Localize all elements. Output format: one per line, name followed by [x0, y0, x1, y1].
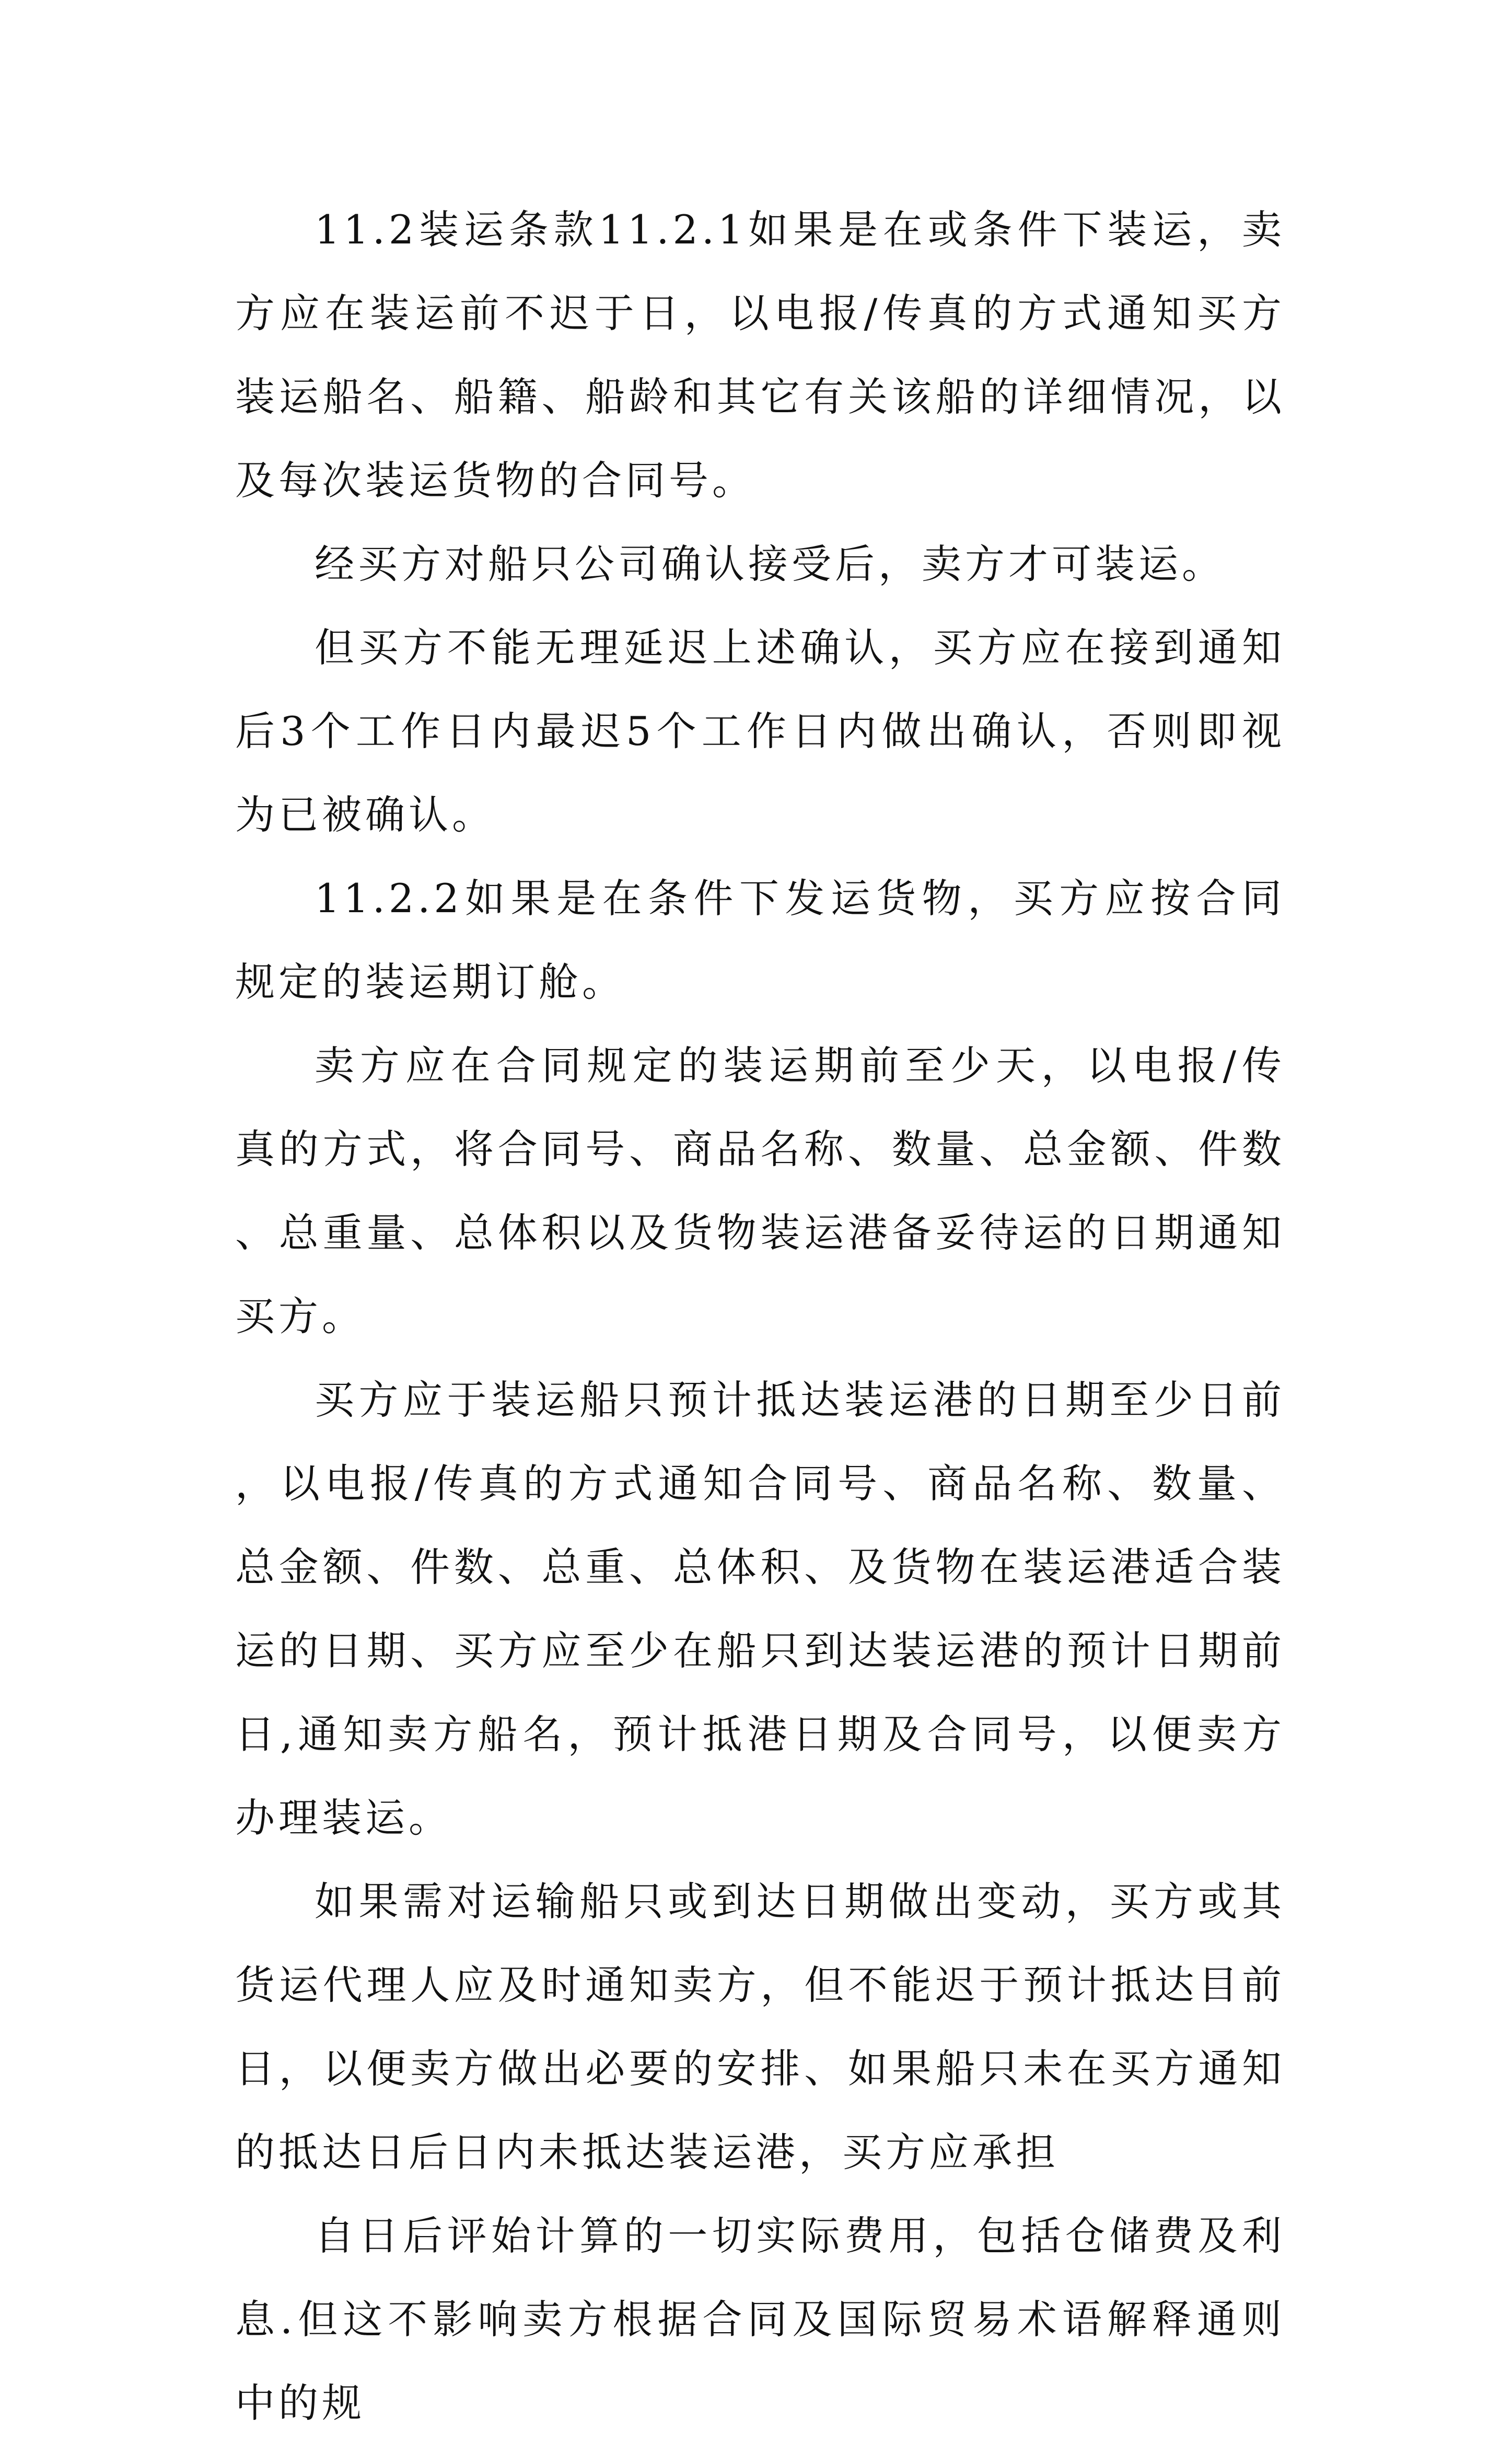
- paragraph-seller-notice: 卖方应在合同规定的装运期前至少天，以电报/传真的方式，将合同号、商品名称、数量、总金额、件数、总重量、总体积以及货物装运港备妥待运的日期通知买方。: [235, 1042, 1285, 1340]
- paragraph-buyer-confirmation: 经买方对船只公司确认接受后，卖方才可装运。: [315, 541, 1225, 587]
- paragraph-vessel-change: 如果需对运输船只或到达日期做出变动，买方或其货运代理人应及时通知卖方，但不能迟于预计抵达目前日，以便卖方做出必要的安排、如果船只未在买方通知的抵达日后日内未抵达装运港，买方应承担: [235, 1878, 1285, 2175]
- paragraph-confirmation-deadline: 但买方不能无理延迟上述确认，买方应在接到通知后3个工作日内最迟5个工作日内做出确认，否则即视为已被确认。: [235, 624, 1285, 838]
- document-body: [235, 188, 1285, 2445]
- paragraph-costs: 自日后评始计算的一切实际费用，包括仓储费及利息.但这不影响卖方根据合同及国际贸易术语解释通则中的规: [235, 2213, 1285, 2426]
- paragraph-shipment-clause-11-2-1: 11.2装运条款11.2.1如果是在或条件下装运，卖方应在装运前不迟于日，以电报/传真的方式通知买方装运船名、船籍、船龄和其它有关该船的详细情况，以及每次装运货物的合同号。: [235, 206, 1285, 504]
- paragraph-shipment-clause-11-2-2: 11.2.2如果是在条件下发运货物，买方应按合同规定的装运期订舱。: [235, 875, 1285, 1005]
- paragraph-buyer-notice: 买方应于装运船只预计抵达装运港的日期至少日前，以电报/传真的方式通知合同号、商品名称、数量、总金额、件数、总重、总体积、及货物在装运港适合装运的日期、买方应至少在船只到达装运港的预计日期前日,通知卖方船名，预计抵港日期及合同号，以便卖方办理装运。: [235, 1377, 1285, 1841]
